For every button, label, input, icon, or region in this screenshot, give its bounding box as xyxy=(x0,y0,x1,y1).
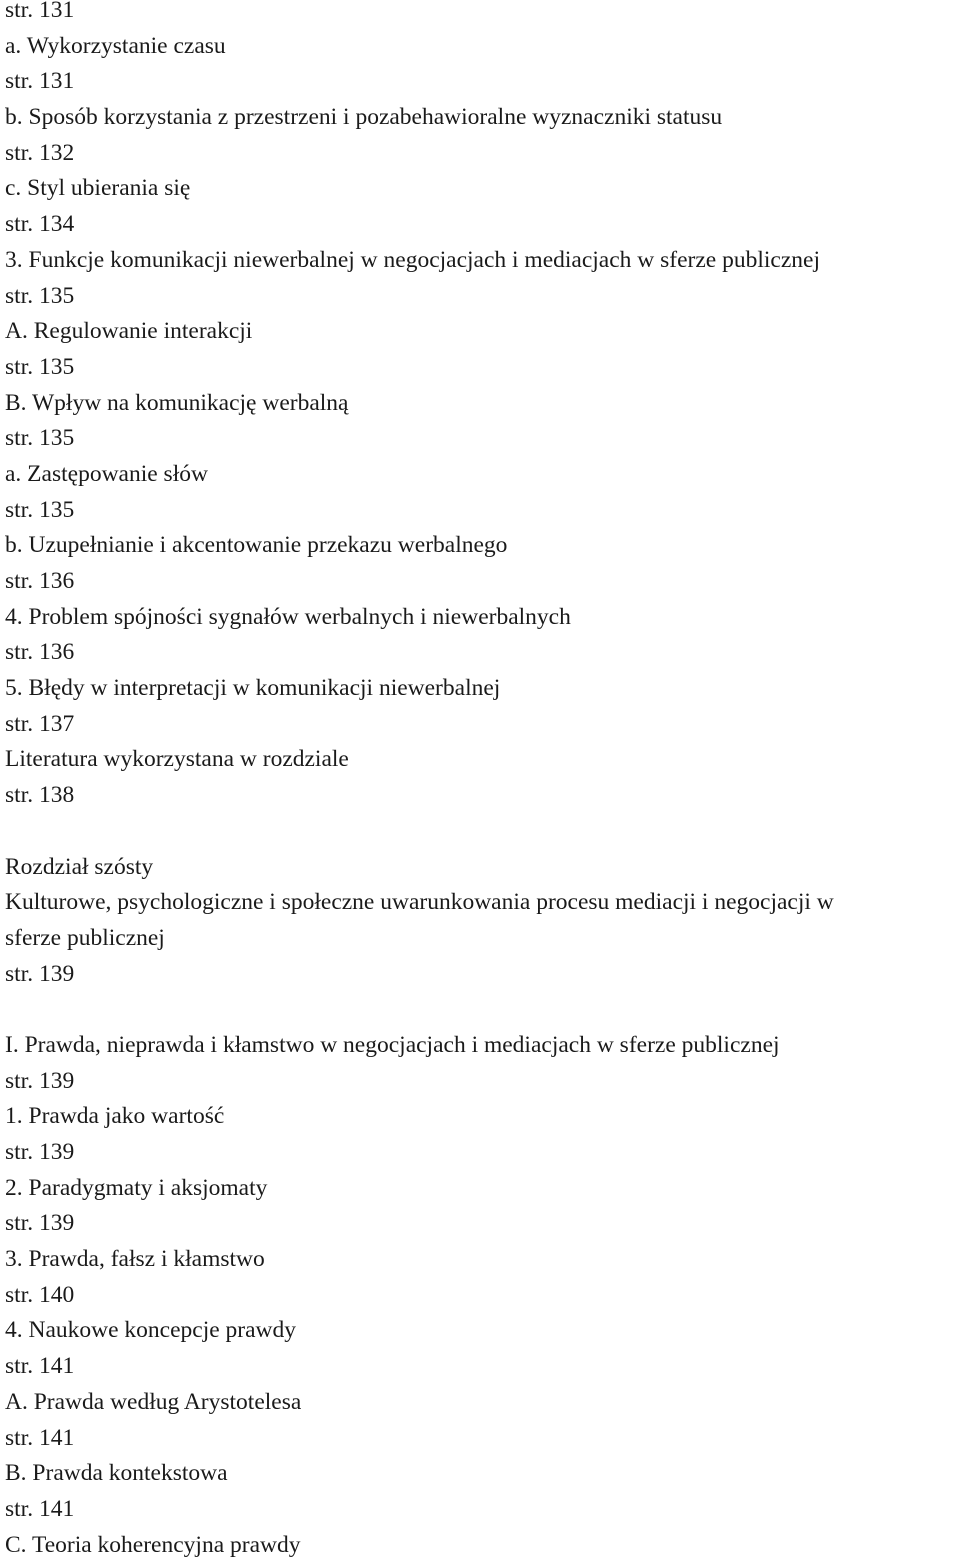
page-reference: str. 132 xyxy=(5,139,75,166)
toc-entry: c. Styl ubierania się xyxy=(5,175,191,202)
page-reference: str. 135 xyxy=(5,425,75,452)
page-reference: str. 139 xyxy=(5,1139,75,1165)
toc-entry: 2. Paradygmaty i aksjomaty xyxy=(5,1174,268,1201)
toc-entry: Kulturowe, psychologiczne i społeczne uwarunkowania procesu mediacji i negocjacji w xyxy=(5,889,834,916)
toc-entry: 4. Problem spójności sygnałów werbalnych i niewerbalnych xyxy=(5,603,571,630)
page-reference: str. 141 xyxy=(5,1495,75,1522)
toc-entry: b. Sposób korzystania z przestrzeni i pozabehawioralne wyznaczniki statusu xyxy=(5,104,723,131)
page-reference: str. 131 xyxy=(5,0,75,23)
page-reference: str. 141 xyxy=(5,1424,75,1451)
page-reference: str. 139 xyxy=(5,960,75,987)
toc-entry: C. Teoria koherencyjna prawdy xyxy=(5,1531,301,1558)
page-reference: str. 137 xyxy=(5,710,75,737)
page-reference: str. 134 xyxy=(5,211,75,238)
toc-entry: 3. Prawda, fałsz i kłamstwo xyxy=(5,1246,265,1273)
page-reference: str. 131 xyxy=(5,68,75,95)
toc-entry: 5. Błędy w interpretacji w komunikacji niewerbalnej xyxy=(5,675,501,702)
toc-entry: 1. Prawda jako wartość xyxy=(5,1103,225,1130)
toc-entry: Rozdział szósty xyxy=(5,853,154,880)
toc-entry: B. Prawda kontekstowa xyxy=(5,1460,228,1487)
page-reference: str. 140 xyxy=(5,1281,75,1308)
toc-entry: A. Regulowanie interakcji xyxy=(5,318,253,345)
page-reference: str. 135 xyxy=(5,496,75,523)
toc-entry: sferze publicznej xyxy=(5,924,165,951)
page-reference: str. 141 xyxy=(5,1353,75,1380)
page-reference: str. 135 xyxy=(5,353,75,380)
toc-entry: I. Prawda, nieprawda i kłamstwo w negocjacjach i mediacjach w sferze publicznej xyxy=(5,1031,780,1058)
toc-entry: a. Wykorzystanie czasu xyxy=(5,32,226,59)
page-reference: str. 138 xyxy=(5,782,75,809)
toc-entry: Literatura wykorzystana w rozdziale xyxy=(5,746,349,773)
page-reference: str. 135 xyxy=(5,282,75,309)
toc-entry: a. Zastępowanie słów xyxy=(5,460,208,487)
toc-entry: b. Uzupełnianie i akcentowanie przekazu werbalnego xyxy=(5,532,508,559)
page-reference: str. 136 xyxy=(5,568,75,594)
toc-entry: A. Prawda według Arystotelesa xyxy=(5,1388,302,1415)
toc-entry: 3. Funkcje komunikacji niewerbalnej w negocjacjach i mediacjach w sferze publicznej xyxy=(5,246,820,273)
toc-entry: B. Wpływ na komunikację werbalną xyxy=(5,389,349,416)
toc-entry: 4. Naukowe koncepcje prawdy xyxy=(5,1317,297,1344)
page-reference: str. 136 xyxy=(5,639,75,666)
blank-line xyxy=(5,992,957,1028)
table-of-contents xyxy=(5,0,957,1563)
page-reference: str. 139 xyxy=(5,1210,75,1237)
page-reference: str. 139 xyxy=(5,1067,75,1094)
blank-line xyxy=(5,814,957,850)
